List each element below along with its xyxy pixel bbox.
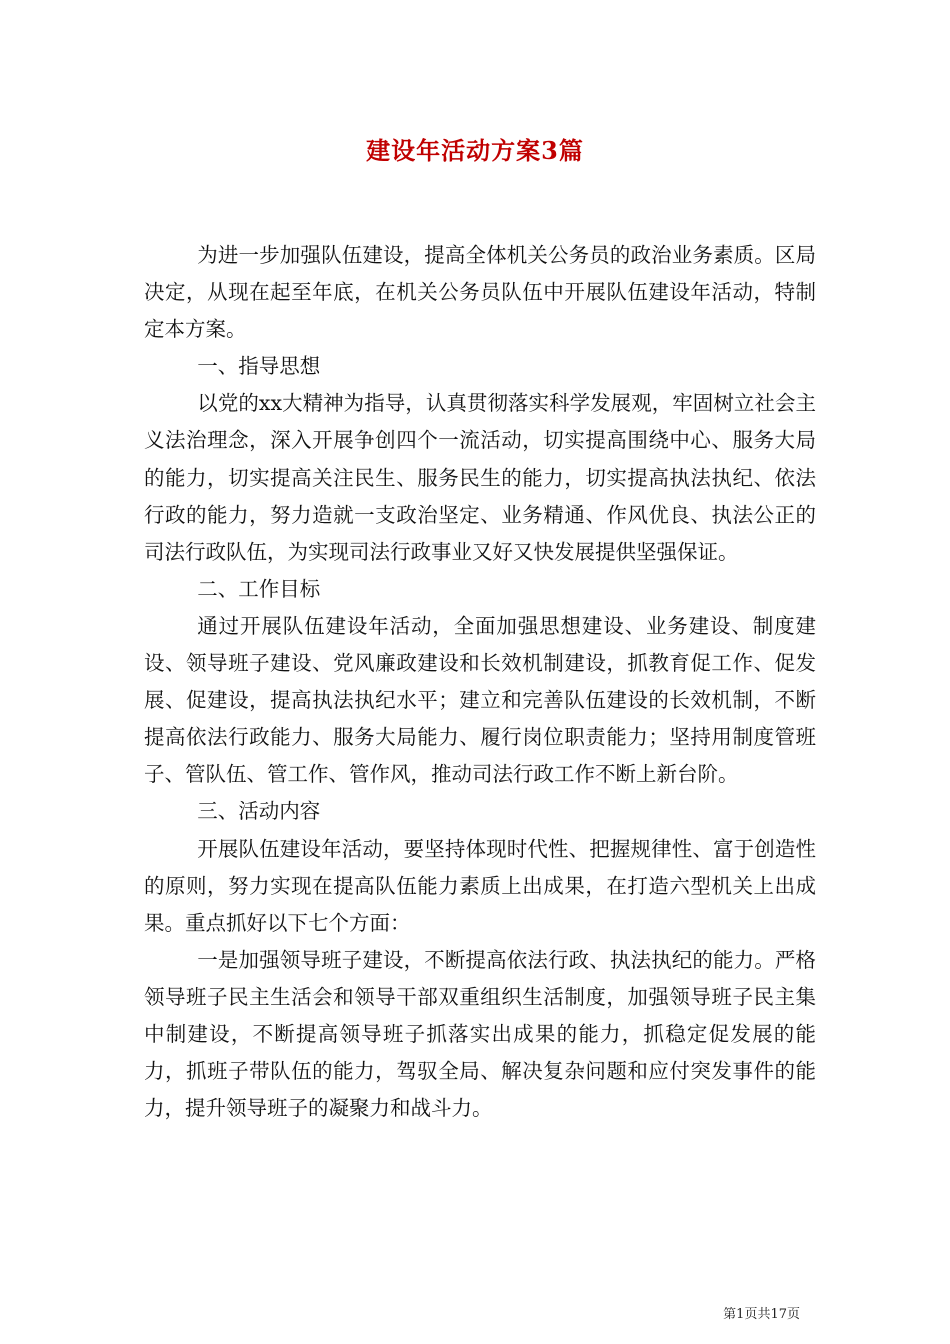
paragraph-intro: 为进一步加强队伍建设，提高全体机关公务员的政治业务素质。区局决定，从现在起至年底，在机关公务员队伍中开展队伍建设年活动，特制定本方案。 [144, 243, 816, 342]
page-number: 第1页共17页 [723, 1307, 800, 1322]
section-heading-work-goals: 二、工作目标 [197, 576, 321, 601]
paragraph-guiding-ideology: 以党的xx大精神为指导，认真贯彻落实科学发展观，牢固树立社会主义法治理念，深入开展争创四个一流活动，切实提高围绕中心、服务大局的能力，切实提高关注民生、服务民生的能力，切实提高执法执纪、依法行政的能力，努力造就一支政治坚定、业务精通、作风优良、执法公正的司法行政队伍，为实现司法行政事业又好又快发展提供坚强保证。 [144, 391, 816, 564]
document-body [144, 237, 816, 1127]
section-heading-guiding-ideology: 一、指导思想 [197, 354, 321, 379]
paragraph-leadership-building: 一是加强领导班子建设，不断提高依法行政、执法执纪的能力。严格领导班子民主生活会和领导干部双重组织生活制度，加强领导班子民主集中制建设，不断提高领导班子抓落实出成果的能力，抓稳定促发展的能力，抓班子带队伍的能力，驾驭全局、解决复杂问题和应付突发事件的能力，提升领导班子的凝聚力和战斗力。 [144, 947, 816, 1121]
paragraph-work-goals: 通过开展队伍建设年活动，全面加强思想建设、业务建设、制度建设、领导班子建设、党风廉政建设和长效机制建设，抓教育促工作、促发展、促建设，提高执法执纪水平；建立和完善队伍建设的长效机制，不断提高依法行政能力、服务大局能力、履行岗位职责能力；坚持用制度管班子、管队伍、管工作、管作风，推动司法行政工作不断上新台阶。 [144, 613, 816, 787]
paragraph-activity-content: 开展队伍建设年活动，要坚持体现时代性、把握规律性、富于创造性的原则，努力实现在提高队伍能力素质上出成果，在打造六型机关上出成果。重点抓好以下七个方面： [144, 836, 816, 935]
document-title: 建设年活动方案3篇 [366, 136, 584, 165]
section-heading-activity-content: 三、活动内容 [197, 799, 321, 824]
